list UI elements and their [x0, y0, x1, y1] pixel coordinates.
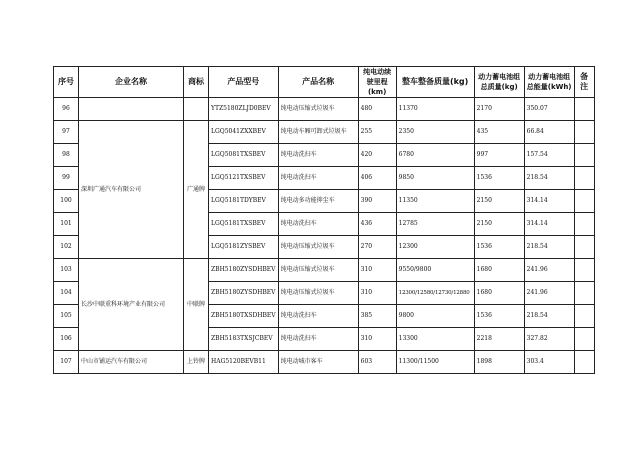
product-model: LGQ5181ZYSBEV [209, 236, 279, 259]
product-model: ZBH5180ZYSDHBEV [209, 259, 279, 282]
battery-energy: 350.07 [524, 98, 574, 121]
curb-mass: 9850 [396, 167, 474, 190]
curb-mass: 9800 [396, 305, 474, 328]
header-cell: 企业名称 [79, 67, 184, 98]
header-cell: 动力蓄电池组总能量(kWh) [524, 67, 574, 98]
battery-mass: 435 [474, 121, 524, 144]
header-cell: 产品名称 [278, 67, 358, 98]
battery-energy: 157.54 [524, 144, 574, 167]
range-km: 420 [358, 144, 396, 167]
table-row [54, 121, 595, 144]
table-row [54, 259, 595, 282]
header-cell: 备注 [574, 67, 594, 98]
range-km: 310 [358, 328, 396, 351]
table-header-row [54, 67, 595, 98]
row-number: 102 [54, 236, 79, 259]
remark [574, 259, 594, 282]
row-number: 96 [54, 98, 79, 121]
range-km: 390 [358, 190, 396, 213]
product-model: LGQ5041ZXXBEV [209, 121, 279, 144]
battery-mass: 997 [474, 144, 524, 167]
header-cell: 产品型号 [209, 67, 279, 98]
product-name: 纯电动压缩式垃圾车 [278, 259, 358, 282]
product-name: 纯电动压缩式垃圾车 [278, 282, 358, 305]
header-cell: 商标 [184, 67, 209, 98]
company-name: 长沙中联重科环境产业有限公司 [79, 259, 184, 351]
product-name: 纯电动城市客车 [278, 351, 358, 374]
battery-mass: 1536 [474, 236, 524, 259]
battery-mass: 1536 [474, 167, 524, 190]
range-km: 603 [358, 351, 396, 374]
row-number: 101 [54, 213, 79, 236]
product-model: ZBH5180ZYSDHBEV [209, 282, 279, 305]
battery-energy: 327.82 [524, 328, 574, 351]
product-model: LGQ5121TXSBEV [209, 167, 279, 190]
product-model: LGQ5181TDYBEV [209, 190, 279, 213]
battery-mass: 2170 [474, 98, 524, 121]
range-km: 310 [358, 259, 396, 282]
range-km: 255 [358, 121, 396, 144]
row-number: 100 [54, 190, 79, 213]
curb-mass: 6780 [396, 144, 474, 167]
header-cell: 整车整备质量(kg) [396, 67, 474, 98]
curb-mass: 11350 [396, 190, 474, 213]
product-model: HAG5120BEVB11 [209, 351, 279, 374]
row-number: 98 [54, 144, 79, 167]
product-name: 纯电动洗扫车 [278, 305, 358, 328]
product-name: 纯电动压缩式垃圾车 [278, 236, 358, 259]
range-km: 406 [358, 167, 396, 190]
header-cell: 纯电动续驶里程(km) [358, 67, 396, 98]
product-model: YTZ5180ZLJD0BEV [209, 98, 279, 121]
remark [574, 282, 594, 305]
product-name: 纯电动多功能抑尘车 [278, 190, 358, 213]
range-km: 480 [358, 98, 396, 121]
range-km: 385 [358, 305, 396, 328]
remark [574, 351, 594, 374]
remark [574, 328, 594, 351]
header-cell: 动力蓄电池组总质量(kg) [474, 67, 524, 98]
curb-mass: 12785 [396, 213, 474, 236]
product-name: 纯电动洗扫车 [278, 167, 358, 190]
curb-mass: 9550/9800 [396, 259, 474, 282]
battery-mass: 2150 [474, 213, 524, 236]
row-number: 105 [54, 305, 79, 328]
row-number: 107 [54, 351, 79, 374]
remark [574, 144, 594, 167]
row-number: 103 [54, 259, 79, 282]
battery-energy: 314.14 [524, 213, 574, 236]
battery-mass: 1898 [474, 351, 524, 374]
product-name: 纯电动洗扫车 [278, 328, 358, 351]
battery-energy: 303.4 [524, 351, 574, 374]
curb-mass: 11300/11500 [396, 351, 474, 374]
product-name: 纯电动洗扫车 [278, 213, 358, 236]
remark [574, 236, 594, 259]
row-number: 104 [54, 282, 79, 305]
battery-mass: 2150 [474, 190, 524, 213]
product-name: 纯电动车厢可卸式垃圾车 [278, 121, 358, 144]
table-row [54, 98, 595, 121]
battery-mass: 1680 [474, 282, 524, 305]
company-name [79, 98, 184, 121]
battery-energy: 241.96 [524, 259, 574, 282]
brand-name: 中联牌 [184, 259, 209, 351]
curb-mass: 11370 [396, 98, 474, 121]
battery-energy: 218.54 [524, 167, 574, 190]
battery-mass: 2218 [474, 328, 524, 351]
range-km: 270 [358, 236, 396, 259]
brand-name: 广通牌 [184, 121, 209, 259]
battery-energy: 218.54 [524, 236, 574, 259]
battery-mass: 1536 [474, 305, 524, 328]
battery-mass: 1680 [474, 259, 524, 282]
battery-energy: 314.14 [524, 190, 574, 213]
vehicle-table [53, 66, 595, 374]
remark [574, 190, 594, 213]
battery-energy: 218.54 [524, 305, 574, 328]
curb-mass: 12300/12580/12730/12880 [396, 282, 474, 305]
curb-mass: 2350 [396, 121, 474, 144]
curb-mass: 12300 [396, 236, 474, 259]
table-row [54, 351, 595, 374]
curb-mass: 13300 [396, 328, 474, 351]
battery-energy: 241.96 [524, 282, 574, 305]
remark [574, 167, 594, 190]
product-model: LGQ5181TXSBEV [209, 213, 279, 236]
header-cell: 序号 [54, 67, 79, 98]
brand-name [184, 98, 209, 121]
product-name: 纯电动洗扫车 [278, 144, 358, 167]
row-number: 106 [54, 328, 79, 351]
remark [574, 305, 594, 328]
remark [574, 121, 594, 144]
product-name: 纯电动压缩式垃圾车 [278, 98, 358, 121]
remark [574, 98, 594, 121]
range-km: 436 [358, 213, 396, 236]
row-number: 97 [54, 121, 79, 144]
range-km: 310 [358, 282, 396, 305]
brand-name: 上铃牌 [184, 351, 209, 374]
row-number: 99 [54, 167, 79, 190]
product-model: ZBH5183TXSJCBEV [209, 328, 279, 351]
battery-energy: 66.84 [524, 121, 574, 144]
remark [574, 213, 594, 236]
product-model: ZBH5180TXSDHBEV [209, 305, 279, 328]
company-name: 深圳广通汽车有限公司 [79, 121, 184, 259]
product-model: LGQ5081TXSBEV [209, 144, 279, 167]
company-name: 中山市铺运汽车有限公司 [79, 351, 184, 374]
